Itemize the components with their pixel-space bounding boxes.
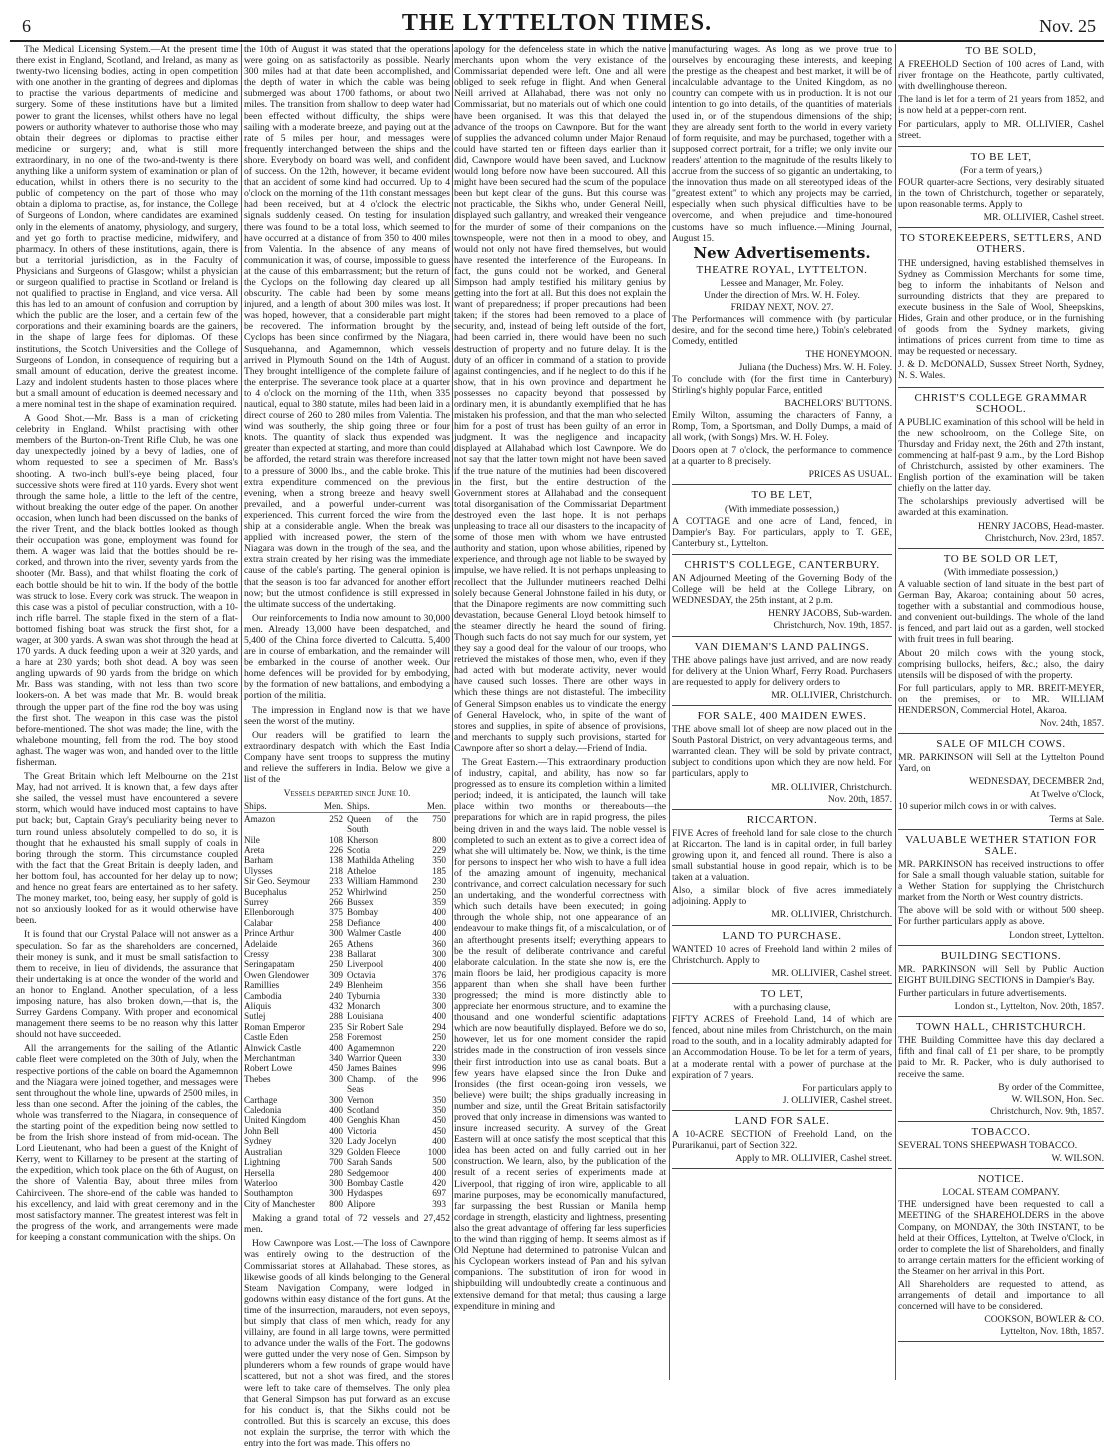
advertisement (898, 150, 1104, 229)
vessel-ship-name: Areta (244, 844, 265, 855)
advertisements-list (672, 263, 892, 1169)
vessel-men-count: 300 (329, 1094, 343, 1105)
advertisement-body: MR. OLLIVIER, Christchurch. (771, 909, 892, 921)
advertisement-body: A COTTAGE and one acre of Land, fenced, in Dampier's Bay. For particulars, apply to T. GEE, Canterbury st., Lyttelton. (672, 515, 892, 549)
vessel-men-count: 280 (329, 1167, 343, 1178)
article-great-eastern-continued: manufacturing wages. As long as we prove true to ourselves by encouraging these interests, and keeping the prestige as the cheapest and best market, it will be of incalculable advantage to the United Kingdom, as no country can compete with us in production. It is not our intention to go into details, of the quantities of materials used in, or of the stupendous dimensions of the ship; they are already sent forth to the world in every variety of form requisite, and may be purchased, together with a supposed correct portrait, for a trifle; we only invite our readers' attention to the magnitude of the results likely to accrue from the success of so gigantic an undertaking, to the innovation thus made on all stereotyped ideas of the "greatest extent" to which any projects may be carried, especially when such physical difficulties have to be overcome, and when prejudice and time-honoured customs have so much influence.—Mining Journal, August 15. (672, 44, 892, 244)
advertisement-title: TOBACCO. (971, 1125, 1031, 1138)
advertisement-body: Emily Wilton, assuming the characters of Fanny, a Romp, Tom, a Sportsman, and Dolly Dumps, a maid of all work, (with Songs) Mrs. W. H. Foley. (672, 409, 892, 444)
vessel-ship-name: Whirlwind (347, 886, 387, 897)
advertisement-body: Christchurch, Nov. 9th, 1857. (990, 1105, 1104, 1117)
advertisement-title: TO BE LET, (751, 489, 813, 502)
vessel-ship-name: Hersella (244, 1167, 275, 1178)
vessel-ship-name: Bussex (347, 896, 374, 907)
vessel-men-count: 697 (432, 1188, 446, 1199)
vessel-men-count: 400 (329, 1042, 343, 1053)
vessel-men-count: 450 (432, 1125, 446, 1136)
advertisement-title: TOWN HALL, CHRISTCHURCH. (915, 1021, 1087, 1034)
vessel-ship-name: Amazon (244, 813, 276, 824)
vessel-ship-name: Atheloe (347, 865, 377, 876)
advertisement-body: London st., Lyttelton, Nov. 20th, 1857. (954, 1001, 1104, 1013)
vessel-men-count: 252 (329, 886, 343, 897)
issue-date: Nov. 25 (1039, 16, 1096, 36)
vessel-men-count: 400 (329, 1115, 343, 1126)
vessel-men-count: 250 (329, 959, 343, 970)
article-east-india-despatch: Our readers will be gratified to learn the extraordinary despatch with which the East India Company have sent troops to suppress the mutiny and relieve the sufferers in India. Below we give a list of the (244, 729, 450, 786)
advertisement-body: THE HONEYMOON. (805, 349, 892, 361)
advertisement-body: COOKSON, BOWLER & CO. (984, 1314, 1104, 1326)
vessel-ship-name: Aliquis (244, 1001, 272, 1011)
vessel-men-count: 330 (432, 990, 446, 1001)
vessel-men-count: 250 (432, 1032, 446, 1043)
vessel-ship-name: James Baines (347, 1063, 397, 1074)
vessel-ship-name: Tyburnia (347, 990, 381, 1001)
vessel-ship-name: Cambodia (244, 990, 282, 1001)
vessel-ship-name: Lightning (244, 1157, 281, 1168)
advertisement-body: J. OLLIVIER, Cashel street. (782, 1094, 892, 1106)
vessel-ship-name: Bucephalus (244, 886, 287, 897)
advertisement (898, 833, 1104, 946)
advertisement-body: FOUR quarter-acre Sections, very desirably situated in the town of Christchurch, together or separately, upon reasonable terms. Apply to (898, 176, 1104, 211)
advertisement-body: For full particulars, apply to MR. BREIT-MEYER, on the premises, or to MR. WILLIAM HENDERSON, Commercial Hotel, Akaroa. (898, 682, 1104, 716)
vessel-ship-name: Sedgemoor (347, 1167, 389, 1178)
vessel-men-count: 996 (432, 1063, 446, 1074)
advertisement-body: THE undersigned have been requested to call a MEETING of the SHAREHOLDERS in the above Company, on MONDAY, the 30th INSTANT, to be held at their Offices, Lyttelton, at Twelve o'Clock, in order to complete the list of Shareholders, and finally to arrange certain matters for the efficient working of the Steamer on her arrival in this Port. (898, 1199, 1104, 1277)
vessel-men-count: 375 (329, 907, 343, 918)
article-medical-licensing: The Medical Licensing System.—At the present time there exist in England, Scotland, and Ireland, as many as twenty-two licensing bodies, acting in open competition with one another in the granting of degrees and diplomas to practise the various departments of medicine and surgery. Some of these institutions have but a limited power to grant the licenses, whilst others have no legal powers or authority whatever to authorise those who may obtain their degrees or diplomas to practise either medicine or surgery; and, what is still more extraordinary, in no one of the two-and-twenty is there anything like a uniform system of examination or plan of education, whilst in others there is no security to the public of competency on the part of those who may obtain a diploma to practise, as, for instance, the College of Surgeons of London, where candidates are examined only in the elements of anatomy, physiology, and surgery, and yet go forth to practise medicine, midwifery, and pharmacy. In others of these institutions, again, there is but a territorial jurisdiction, as in the Faculty of Physicians and Surgeons of Glasgow; whilst a physician or surgeon qualified to practise in Scotland or Ireland is not qualified to practise in England, and vice versa. All this has led to an amount of confusion and corruption by which the public are the loser, and a certain few of the corporations and their examining boards are the gainers, in the shape of large fees for diplomas. Of these institutions, the Scotch Universities and the College of Surgeons of London, in consequence of requiring but a small amount of education, derive the greatest income. Lazy and indolent students hasten to those places where but a small amount of education is deemed necessary and a mere nominal test in the shape of examination required. (16, 44, 238, 410)
vessel-ship-name: Genghis Khan (347, 1115, 400, 1126)
article-crystal-palace: It is found that our Crystal Palace will not answer as a speculation. So far as the shareholders are concerned, their money is sunk, and it must be small satisfaction to them to receive, in lieu of dividends, the assurance that their undertaking is at once the wonder of the world and an honor to England. Another speculation, of a less imposing nature, has also broken down,—that is, the Surrey Gardens Company. With proper and economical management there seems to be no reason why this latter should not have succeeded. (16, 929, 238, 1041)
vessel-ship-name: Carthage (244, 1094, 278, 1105)
advertisement (672, 929, 892, 984)
advertisement-body: Terms at Sale. (1049, 813, 1104, 825)
advertisement-body: MR. OLLIVIER, Cashel street. (771, 967, 892, 979)
advertisement-body: PRICES AS USUAL. (808, 469, 892, 481)
vessel-men-count: 400 (329, 1125, 343, 1136)
vessel-ship-name: Bombay (347, 907, 379, 918)
vessels-header-ships: Ships. (244, 801, 315, 812)
advertisement-body: By order of the Committee, (998, 1081, 1104, 1093)
vessel-men-count: 432 (329, 1001, 343, 1011)
advertisement (898, 1172, 1104, 1342)
vessel-men-count: 300 (329, 1177, 343, 1188)
vessel-men-count: 1000 (427, 1146, 446, 1157)
advertisement-body: Christchurch, Nov. 23rd, 1857. (984, 532, 1104, 544)
vessel-men-count: 309 (329, 969, 343, 980)
vessels-header-men: Men. (418, 801, 450, 812)
advertisement (898, 737, 1104, 830)
advertisement-body: Apply to MR. OLLIVIER, Cashel street. (735, 1153, 892, 1165)
advertisement-subline: (For a term of years,) (960, 164, 1042, 176)
advertisement-body: All Shareholders are requested to attend, as arrangements of detail and importance to all concerned will have to be considered. (898, 1279, 1104, 1313)
vessels-total: Making a grand total of 72 vessels and 27,452 men. (244, 1213, 450, 1236)
vessel-men-count: 238 (329, 948, 343, 959)
advertisement (672, 263, 892, 486)
advertisement-body: The above will be sold with or without 500 sheep. For further particulars apply as above. (898, 905, 1104, 928)
vessel-ship-name: Golden Fleece (347, 1146, 401, 1157)
advertisement-body: WEDNESDAY, DECEMBER 2nd, (969, 776, 1104, 788)
advertisement-subline: (With immediate possession,) (725, 503, 839, 515)
column-3 (454, 44, 666, 1380)
article-good-shot: A Good Shot.—Mr. Bass is a man of cricketing celebrity in England. Whilst practising with other members of the Burton-on-Trent Rifle Club, he was one day unexpectedly joined by a bevy of ladies, one of whom requested to see a specimen of Mr. Bass's shooting. A two-inch bull's-eye being placed, four successive shots were fired at 110 yards. Every shot went through the same hole, a little to the left of the centre, without breaking the outer edge of the paper. On another occasion, when lunch had been discussed on the banks of the river Trent, and the black bottles looked as though their occupation was gone, employment was found for them. A wager was laid that the bottles should be re-corked, and thrown into the river, seventy yards from the shooter (Mr. Bass), and that whilst floating the cork of each bottle should be hit to win. If the body of the bottle was struck to lose. Every cork was struck. The weapon in this case was a pistol of peculiar construction, with a 10-inch rifle barrel. The staple fixed in the stern of a flat-bottomed fishing boat was struck the first shot, for a wager, at 300 yards. A swan was shot through the head at 170 yards. A duck feeding upon a weir at 320 yards, and a hare at 230 yards; both shot dead. A boy was seen angling upwards of 90 yards from the bridge on which Mr. Bass was standing, with not less than two score lookers-on. A bet was made that Mr. B. would break through the upper part of the fine rod the boy was using the first shot. The weapon in this case was the pistol before-mentioned. The shot was made; the line, with the whalebone mounting, fell from the rod. The boy stood aghast. The wager was won, and handed over to the little fisherman. (16, 413, 238, 768)
column-2 (244, 44, 450, 1449)
vessel-men-count: 138 (329, 855, 343, 866)
vessel-men-count: 450 (432, 1115, 446, 1126)
vessel-ship-name: Queen of the South (347, 813, 418, 835)
article-cawnpore-continued: apology for the defenceless state in which the native merchants upon whom the very existance of the Commissariat depended were left. One and all were obliged to seek refuge in flight. And when General Neill arrived at Allahabad, there was not only no Commissariat, but no materials out of which one could have been organised. It was this that delayed the advance of the troops on Cawnpore. But for the want of supplies the advanced column under Major Renaud could have started ten or fifteen days earlier than it did, Cawnpore would have been saved, and Lucknow would long before now have been succoured. All this might have been secured had the scum of the populace been but kept clear of the guns. But this course was not practicable, the Sikhs who, under General Neill, displayed such gallantry, and wreaked their vengeance for the murder of some of their companions on the townspeople, were not then in a mood to obey, and would not only not have fired themselves, but would have resented the interference of the Europeans. In fact, the guns could not be worked, and General Simpson had amply testified his military genius by getting into the fort at all. But this does not explain the want of preparedness; if proper precautions had been taken; if the stores had been removed to a place of security, and, instead of being left outside of the fort, had been carried in, there would have been no such destruction of property and no future delay. It is the duty of an officer in command of a station to provide against contingencies, and if he neglect to do this if he show, that in his own province and department he possesses no capacity beyond that possessed by ordinary men, it is abundantly exemplified that he has mistaken his profession, and that the man who selected him for a post of trust has been guilty of an error in judgment. It was the negligence and incapacity displayed at Allahabad which lost Cawnpore. We do not say that the latter town might not have been saved if the true nature of the mutinies had been discovered in the first, but the entire destruction of the Government stores at Allahabad and the consequent total disorganisation of the Commissariat Department destroyed even the last hope. It is not perhaps unpleasing to trace all our disasters to the incapacity of some of those men with whom we have entrusted authority and station, upon whose abilities, ripened by experience, and through age not liable to be swayed by impulse, we have relied. It is not perhaps unpleasing to recollect that the Jullunder mutineers reached Delhi solely because General Johnstone failed in his duty, or that the Dinapore regiments are now committing such devastation, because General Lloyd betook himself to the steamer directly he heard the sound of firing. Though such facts do not say much for our system, yet they say a good deal for the valour of our troops, who retrieved the mistakes of those men, who, even if they had acted with but moderate activity, never would have caused such losses. There are other ways in which these things are not distasteful. The imbecility of General Simpson enables us to vindicate the energy of General Havelock, who, in spite of the want of stores and supplies, in spite of absence of provisions, and merchants to supply such provisions, started for Cawnpore after so short a delay.—Friend of India. (454, 44, 666, 754)
vessel-men-count: 250 (432, 886, 446, 897)
vessel-ship-name: Thebes (244, 1073, 271, 1084)
vessel-ship-name: Foremost (347, 1032, 382, 1043)
advertisement-title: RICCARTON. (746, 813, 818, 826)
vessels-header-men: Men. (315, 801, 347, 812)
vessel-ship-name: Castle Eden (244, 1032, 289, 1043)
advertisement-body: W. WILSON. (1051, 1153, 1104, 1165)
vessel-men-count: 400 (432, 917, 446, 928)
advertisement-body: The Performances will commence with (by particular desire, and for the second time here,) Tobin's celebrated Comedy, entitled (672, 314, 892, 348)
vessel-ship-name: Alnwick Castle (244, 1042, 301, 1053)
advertisement (672, 488, 892, 554)
page-number: 6 (22, 16, 31, 36)
advertisement-title: THEATRE ROYAL, LYTTELTON. (696, 263, 868, 276)
advertisement-body: London street, Lyttelton. (1009, 929, 1104, 941)
advertisement-title: SALE OF MILCH COWS. (936, 738, 1066, 751)
article-cable-continued: the 10th of August it was stated that the operations were going on as satisfactorily as possible. Nearly 300 miles had at that date been accomplished, and the depth of water in which the cable was being submerged was about 1700 fathoms, or about two miles. The transition from shallow to deep water had been effected without difficulty, the ships were sailing with a moderate breeze, and paying out at the rate of 5 miles per hour, and messages were frequently interchanged between the ships and the shore. Everybody on board was well, and confident of success. On the 12th, however, it became evident that an accident of some kind had occurred. Up to 4 o'clock on the morning of the 11th constant messages had been received, but at 4 o'clock the electric signals suddenly ceased. On testing for insulation there was found to be a total loss, which seemed to have occurred at a distance of from 350 to 400 miles from Valentia. In the absence of any means of communication it was, of course, impossible to guess at the cause of this embarrassment; but the return of the Cyclops on the following day cleared up all obscurity. The cable had been by some means injured, and a length of about 300 miles was lost. It was hoped, however, that a considerable part might be recovered. The information brought by the Cyclops has been since confirmed by the Niagara, Susquehanna, and Agamemnon, which vessels arrived in Plymouth Sound on the 14th of August. They brought intelligence of the complete failure of the enterprise. The severance took place at a quarter to 4 o'clock on the morning of the 11th, when 335 nautical, equal to 380 statute, miles had been laid in a direct course of 260 to 280 miles from Valentia. The wind was southerly, the ship going three or four knots. The quantity of slack thus expended was greater than expected at starting, and more than could be afforded, the retard strain was therefore increased to a pressure of 3000 lbs., and the cable broke. This extra expenditure commenced on the previous evening, when a strong breeze and heavy swell prevailed, and a powerful under-current was experienced. This current forced the wire from the ship at a considerable angle. When the break was applied with increased power, the stern of the Niagara was down in the trough of the sea, and the extra strain created by her rising was the immediate cause of the cable's parting. The general opinion is that the season is too far advanced for another effort now; but the utmost confidence is still expressed in the ultimate success of the undertaking. (244, 44, 450, 610)
vessel-men-count: 258 (329, 1032, 343, 1043)
advertisement-body: HENRY JACOBS, Sub-warden. (768, 608, 892, 620)
article-reinforcements: Our reinforcements to India now amount to 30,000 men. Already 13,000 have been despatched, and 5,400 of the China force diverted to Calcutta. 5,400 are in course of embarkation, and the remainder will be embarked in the course of another week. Our home defences will be provided for by embodying, by the formation of new battalions, and embodying a portion of the militia. (244, 612, 450, 702)
vessel-ship-name: Defiance (347, 917, 381, 928)
advertisement-title: BUILDING SECTIONS. (940, 949, 1062, 962)
advertisement-title: TO BE LET, (970, 150, 1032, 163)
advertisement (898, 231, 1104, 387)
vessel-men-count: 240 (329, 990, 343, 1001)
vessel-ship-name: Sydney (244, 1136, 272, 1147)
vessel-men-count: 400 (432, 959, 446, 970)
vessel-ship-name: John Bell (244, 1125, 279, 1136)
vessels-heading: Vessels departed since June 10. (283, 788, 411, 800)
vessel-ship-name: Louisiana (347, 1011, 384, 1022)
vessel-ship-name: Calabar (244, 917, 273, 928)
advertisement-body: FIFTY ACRES of Freehold Land, 14 of which are fenced, about nine miles from Christchurch, on the main road to the south, and in a locality admirably adapted for an Accommodation House. To be let for a term of years, at a moderate rental with a power of purchase at the expiration of 7 years. (672, 1014, 892, 1081)
advertisement (898, 1125, 1104, 1169)
vessel-ship-name: Athens (347, 938, 374, 949)
vessel-men-count: 350 (432, 855, 446, 866)
vessel-ship-name: Vernon (347, 1094, 374, 1105)
advertisement-subline: Under the direction of Mrs. W. H. Foley. (704, 289, 860, 301)
vessels-header-ships: Ships. (347, 801, 418, 812)
advertisement (898, 391, 1104, 549)
vessel-ship-name: Warrior Queen (347, 1053, 402, 1064)
advertisement (672, 558, 892, 637)
advertisement-body: HENRY JACOBS, Head-master. (978, 520, 1104, 532)
advertisement-body: About 20 milch cows with the young stock, comprising bullocks, heifers, &c.; also, the dairy utensils will be disposed of with the property. (898, 647, 1104, 681)
advertisement (672, 640, 892, 706)
vessel-ship-name: Waterloo (244, 1177, 278, 1188)
advertisement-body: Nov. 24th, 1857. (1039, 718, 1104, 730)
vessel-men-count: 340 (329, 1053, 343, 1064)
advertisement-body: MR. PARKINSON will Sell at the Lyttelton Pound Yard, on (898, 752, 1104, 775)
advertisement-body: AN Adjourned Meeting of the Governing Body of the College will be held at the College Library, on WEDNESDAY, the 25th instant, at 2 p.m. (672, 573, 892, 607)
vessel-men-count: 288 (329, 1011, 343, 1022)
article-great-britain: The Great Britain which left Melbourne on the 21st May, had not arrived. It is known that, a few days after she sailed, the vessel must have encountered a severe storm, which would have induced most captains to have put back; but, Captain Gray's peculiarity being never to turn round unless absolutely compelled to do so, it is thought that he exhausted his small supply of coals in boring through the storm. This circumstance coupled with the fact that the Great Britain is deeply laden, and her bottom foul, has accounted for her delay up to now; and hence no great fears are entertained as to her safety. The money market, too, being easy, her supply of gold is not so anxiously looked for as it would otherwise have been. (16, 771, 238, 927)
advertisement (672, 987, 892, 1111)
vessel-men-count: 400 (432, 1011, 446, 1022)
advertisement-body: Further particulars in future advertisements. (898, 987, 1067, 999)
vessel-ship-name: Bombay Castle (347, 1177, 404, 1188)
advertisement-body: THE undersigned, having established themselves in Sydney as Commission Merchants for some time, beg to inform the inhabitants of Nelson and surrounding districts that they are prepared to execute business in the Sale of Wool, Sheepskins, Hides, Grain and other produce, or in the furnishing of goods from the Sydney markets, giving intimations of prices current from time to time as may be requested or necessary. (898, 257, 1104, 358)
advertisement-body: THE above small lot of sheep are now placed out in the South Pastoral District, on very advantageous terms, and warranted clean. They will be sold by private contract, subject to conditions upon which they are now held. For particulars, apply to (672, 724, 892, 780)
vessel-men-count: 300 (432, 1001, 446, 1011)
vessel-ship-name: William Hammond (347, 876, 418, 887)
vessel-ship-name: Lady Jocelyn (347, 1136, 397, 1147)
advertisement (898, 44, 1104, 147)
vessel-ship-name: Cressy (244, 948, 270, 959)
vessel-men-count: 294 (432, 1021, 446, 1032)
vessel-men-count: 249 (329, 980, 343, 991)
vessel-men-count: 360 (432, 938, 446, 949)
vessel-ship-name: Sarah Sands (347, 1157, 393, 1168)
advertisement (898, 949, 1104, 1017)
advertisement-subline: Lessee and Manager, Mr. Foley. (720, 277, 844, 289)
vessel-ship-name: Monarch (347, 1001, 381, 1011)
vessel-men-count: 266 (329, 896, 343, 907)
advertisement-body: MR. PARKINSON has received instructions to offer for Sale a small though valuable station, suitable for a Wether Station for supplying the Christchurch market from the North or West country districts. (898, 859, 1104, 904)
vessel-men-count: 800 (432, 834, 446, 845)
vessel-men-count: 258 (329, 917, 343, 928)
vessel-men-count: 233 (329, 876, 343, 887)
vessel-ship-name: Ulysses (244, 865, 273, 876)
vessel-ship-name: Walmer Castle (347, 928, 402, 939)
vessel-ship-name: City of Manchester (244, 1198, 315, 1209)
advertisement (672, 813, 892, 926)
vessel-men-count: 400 (432, 1136, 446, 1147)
vessel-ship-name: Southampton (244, 1188, 294, 1199)
advertisement-body: Also, a similar block of five acres immediately adjoining. Apply to (672, 885, 892, 908)
advertisement-body: Nov. 20th, 1857. (827, 793, 892, 805)
article-great-eastern: The Great Eastern.—This extraordinary production of industry, capital, and ability, has now so far progressed as to ensure its completion within a limited period; indeed, it is anticipated, the launch will take place within two months or thereabouts—the preparations for which are in rapid progress, the piles being driven in and the ways laid. The noble vessel is completed to such an extent as to give a correct idea of what she will ultimately be. Now, we think, is the time for persons to inspect her who wish to have a full idea of the amazing amount of ingenuity, mechanical contrivance, and correct calculation necessary for such an undertaking, and the wonderful correctness with which such details have been executed; in going through the whole ship, not one appearance of an endeavour to make things fit, of a miscalculation, or of an afterthought presents itself; everything appears to be the result of deliberate contrivance and careful elaborate calculation. In the state she now is, ere the main floors be laid, her prodigious capacity is more apparent than when she shall have been further progressed; the mind is more distinctly able to appreciate her enormous structure, and to examine the thousand and one wonderful scientific adaptations which are now beautifully displayed. Before we do so, however, let us for one moment consider the rapid strides made in the construction of iron vessels since their first introduction into use as canal boats. But a few years have elapsed since the Iron Duke and Ironsides (the first ocean-going iron vessels, we believe) were built; the ships gradually increasing in number and size, until the Great Britain satisfactorily proved that only increase in dimensions was wanted to insure increased security. A survey of the Great Eastern will at once satisfy the most sceptical that this idea has been acted on and fully carried out in her construction. We learn, also, by the publication of the result of a recent series of experiments made at Liverpool, that rigging of iron wire, applicable to all marine purposes, may be economically manufactured, far surpassing the best Russian or Manila hemp cordage in strength, elasticity and lightness, presenting also the great advantage of offering far less superficies to the wind than rigging of hemp. It seems almost as if Old Neptune had determined to patronise Vulcan and his Cyclopean workers instead of Pan and his sylvan companions. The substitution of iron for wood in shipbuilding will undoubtedly create a continuous and extensive demand for that metal; thus causing a large expenditure in mining and (454, 757, 666, 1312)
advertisement-body: Christchurch, Nov. 19th, 1857. (773, 620, 892, 632)
vessel-men-count: 356 (432, 980, 446, 991)
vessel-men-count: 500 (432, 1157, 446, 1168)
vessels-table (244, 801, 450, 1209)
vessel-men-count: 350 (432, 1105, 446, 1116)
vessel-ship-name: Ballarat (347, 948, 377, 959)
vessel-ship-name: Victoria (347, 1125, 377, 1136)
advertisement (672, 1114, 892, 1169)
vessel-men-count: 265 (329, 938, 343, 949)
article-mutiny-impression: The impression in England now is that we have seen the worst of the mutiny. (244, 704, 450, 727)
vessel-ship-name: Prince Arthur (244, 928, 294, 939)
vessel-men-count: 400 (432, 907, 446, 918)
vessel-men-count: 226 (329, 844, 343, 855)
vessel-men-count: 218 (329, 865, 343, 876)
advertisement-body: Doors open at 7 o'clock, the performance to commence at a quarter to 8 precisely. (672, 445, 892, 468)
column-4 (672, 44, 892, 1380)
vessel-men-count: 800 (329, 1198, 343, 1209)
vessel-ship-name: Octavia (347, 969, 376, 980)
column-5 (898, 44, 1104, 1380)
advertisement-body: A valuable section of land situate in the best part of German Bay, Akaroa; containing about 50 acres, together with a substantial and commodious house, and convenient out-buildings. The whole of the land is fenced, and part laid out as a garden, well stocked with fruit trees in full bearing. (898, 578, 1104, 646)
vessel-men-count: 400 (329, 1105, 343, 1116)
advertisement-body: WANTED 10 acres of Freehold land within 2 miles of Christchurch. Apply to (672, 943, 892, 966)
vessel-men-count: 185 (432, 865, 446, 876)
vessel-ship-name: Surrey (244, 896, 269, 907)
vessel-ship-name: Ramillies (244, 980, 280, 991)
advertisement-body: 10 superior milch cows in or with calves. (898, 800, 1057, 812)
vessel-men-count: 330 (432, 1053, 446, 1064)
advertisement-title: TO BE SOLD OR LET, (943, 552, 1059, 565)
advertisement-title: LAND TO PURCHASE. (722, 929, 842, 942)
advertisement-title: VAN DIEMAN'S LAND PALINGS. (694, 640, 870, 653)
column-rule (241, 44, 242, 1380)
advertisement-title: CHRIST'S COLLEGE GRAMMAR SCHOOL. (914, 391, 1088, 415)
new-advertisements-heading: New Advertisements. (693, 243, 871, 262)
advertisement-body: J. & D. McDONALD, Sussex Street North, Sydney, N. S. Wales. (898, 359, 1104, 382)
advertisement-body: BACHELORS' BUTTONS. (784, 397, 892, 409)
vessel-men-count: 320 (329, 1136, 343, 1147)
vessel-ship-name: Robert Lowe (244, 1063, 293, 1074)
vessel-men-count: 359 (432, 896, 446, 907)
vessel-ship-name: Seringapatam (244, 959, 295, 970)
advertisement-body: Lyttelton, Nov. 18th, 1857. (1000, 1326, 1104, 1338)
vessel-ship-name: Scotia (347, 844, 370, 855)
vessel-ship-name: Alipore (347, 1198, 376, 1209)
vessel-men-count: 229 (432, 844, 446, 855)
advertisement-title: LAND FOR SALE. (734, 1114, 830, 1127)
vessel-ship-name: Mathilda Atheling (347, 855, 415, 866)
vessel-ship-name: Roman Emperor (244, 1021, 305, 1032)
advertisement-body: The land is let for a term of 21 years from 1852, and is now held at a pepper-corn rent. (898, 94, 1104, 117)
advertisement-body: THE above palings have just arrived, and are now ready for delivery at the Union Wharf, Ferry Road. Purchasers are requested to apply for delivery orders to (672, 654, 892, 688)
advertisement-body: MR. OLLIVIER, Christchurch. (771, 689, 892, 701)
vessel-ship-name: Scotland (347, 1105, 380, 1116)
advertisement-title: NOTICE. (977, 1173, 1025, 1186)
advertisement-body: A FREEHOLD Section of 100 acres of Land, with river frontage on the Heathcote, partly cultivated, with dwellinghouse thereon. (898, 59, 1104, 93)
vessel-men-count: 220 (432, 1042, 446, 1053)
advertisement-body: MR. OLLIVIER, Cashel street. (983, 212, 1104, 224)
vessel-ship-name: Merchantman (244, 1053, 296, 1064)
advertisement-body: SEVERAL TONS SHEEPWASH TOBACCO. (898, 1139, 1078, 1151)
vessel-men-count: 393 (432, 1198, 446, 1209)
advertisement (672, 709, 892, 810)
article-atlantic-cable: All the arrangements for the sailing of the Atlantic cable fleet were completed on the 30th of July, when the respective portions of the cable on board the Agamemnon and the Niagara were joined together, and messages were sent throughout the whole line, upwards of 2500 miles, in less than one second. After the joining of the cables, the whole was transferred to the Niagara, in consequence of the starting point of the expedition being now settled to be from the Irish shore instead of from mid-ocean. The Lord Lieutenant, who had been a guest of the Knight of Kerry, went to Killarney to be present at the starting of the expedition, which took place on the 6th of August, on the shore of Valentia Bay, about three miles from Cahirciveen. The shore-end of the cable was handed to his excellency, and laid with great ceremony and in the most satisfactory manner. The greatest interest was felt in the progress of the work, and arrangements were made for keeping a constant communication with the ships. On (16, 1043, 238, 1243)
vessel-ship-name: Hydaspes (347, 1188, 383, 1199)
vessel-men-count: 400 (432, 928, 446, 939)
vessel-men-count: 230 (432, 876, 446, 887)
advertisement-title: FOR SALE, 400 MAIDEN EWES. (697, 709, 867, 722)
vessel-ship-name: Adelaide (244, 938, 278, 949)
vessel-ship-name: Agamemnon (347, 1042, 395, 1053)
vessel-men-count: 700 (329, 1157, 343, 1168)
advertisement-title: TO BE SOLD, (965, 45, 1037, 57)
advertisement-title: CHRIST'S COLLEGE, CANTERBURY. (684, 558, 880, 571)
vessel-men-count: 108 (329, 834, 343, 845)
vessel-ship-name: Blenheim (347, 980, 383, 991)
vessel-men-count: 300 (432, 948, 446, 959)
vessel-men-count: 300 (329, 928, 343, 939)
vessel-men-count: 300 (329, 1073, 343, 1084)
advertisement-title: VALUABLE WETHER STATION FOR SALE. (905, 833, 1097, 857)
vessel-men-count: 400 (432, 1167, 446, 1178)
vessel-ship-name: Australian (244, 1146, 283, 1157)
vessel-ship-name: Champ. of the Seas (347, 1073, 418, 1095)
advertisement-body: The scholarships previously advertised will be awarded at this examination. (898, 496, 1104, 519)
vessel-ship-name: Barham (244, 855, 274, 866)
vessel-men-count: 996 (432, 1073, 446, 1084)
advertisement (898, 1020, 1104, 1122)
vessel-ship-name: Ellenborough (244, 907, 295, 918)
advertisement-body: A PUBLIC examination of this school will be held in the new schoolroom, on the College Site, on Thursday and Friday next, the 26th and 27th instant, commencing at half-past 9 a.m., by the Lord Bishop of Christchurch, assisted by other examiners. The English portion of the examination will be taken chiefly on the latter day. (898, 416, 1104, 495)
advertisement-subline: LOCAL STEAM COMPANY. (942, 1187, 1060, 1199)
vessel-ship-name: United Kingdom (244, 1115, 307, 1126)
vessel-men-count: 420 (432, 1177, 446, 1188)
vessel-men-count: 252 (329, 813, 343, 824)
column-rule (669, 44, 670, 1380)
advertisement-body: FIVE Acres of freehold land for sale close to the church at Riccarton. The land is in capital order, in full barley growing upon it, and fenced all round. There is also a small substantial house in good repair, which is to be taken at a valuation. (672, 827, 892, 884)
advertisement-body: Juliana (the Duchess) Mrs. W. H. Foley. (738, 361, 892, 373)
advertisement-subline: with a purchasing clause, (733, 1002, 831, 1014)
vessel-ship-name: Caledonia (244, 1105, 282, 1116)
advertisement (898, 552, 1104, 734)
column-1 (16, 44, 238, 1380)
advertisement-body: To conclude with (for the first time in Canterbury) Stirling's highly popular Farce, entitled (672, 373, 892, 396)
advertisement-subline: (With immediate possession,) (944, 566, 1058, 578)
advertisement-body: At Twelve o'Clock, (1029, 788, 1104, 800)
vessel-men-count: 750 (432, 813, 446, 824)
vessel-ship-name: Sir Robert Sale (347, 1021, 404, 1032)
vessel-men-count: 329 (329, 1146, 343, 1157)
advertisement-title: TO STOREKEEPERS, SETTLERS, AND OTHERS. (900, 232, 1102, 256)
vessel-ship-name: Nile (244, 834, 260, 845)
advertisement-body: For particulars, apply to MR. OLLIVIER, Cashel street. (898, 118, 1104, 141)
vessel-men-count: 450 (329, 1063, 343, 1074)
vessel-ship-name: Owen Glendower (244, 969, 310, 980)
vessel-men-count: 376 (432, 969, 446, 980)
advertisement-body: MR. PARKINSON will Sell by Public Auction EIGHT BUILDING SECTIONS in Dampier's Bay. (898, 963, 1104, 986)
advertisement-body: THE Building Committee have this day declared a fifth and final call of £1 per share, to be promptly paid to Mr. R. Packer, who is duly authorised to receive the same. (898, 1035, 1104, 1080)
advertisement-title: TO LET, (760, 987, 804, 1000)
vessel-ship-name: Kherson (347, 834, 379, 845)
vessel-ship-name: Liverpool (347, 959, 384, 970)
advertisement-body: MR. OLLIVIER, Christchurch. (771, 781, 892, 793)
vessel-men-count: 300 (329, 1188, 343, 1199)
column-rule (452, 44, 453, 1380)
column-rule (895, 44, 896, 1380)
advertisements-list (898, 44, 1104, 1342)
vessel-men-count: 235 (329, 1021, 343, 1032)
advertisement-body: For particulars apply to (802, 1082, 892, 1094)
vessel-ship-name: Sir Geo. Seymour (244, 876, 311, 887)
newspaper-title: THE LYTTELTON TIMES. (401, 10, 713, 36)
masthead (10, 6, 1104, 42)
advertisement-body: W. WILSON, Hon. Sec. (1011, 1093, 1104, 1105)
advertisement-subline: FRIDAY NEXT, NOV. 27. (730, 302, 834, 314)
vessel-men-count: 350 (432, 1094, 446, 1105)
advertisement-body: A 10-ACRE SECTION of Freehold Land, on the Purarikanui, part of Section 322. (672, 1128, 892, 1152)
vessel-ship-name: Sutlej (244, 1011, 266, 1022)
article-cawnpore: How Cawnpore was Lost.—The loss of Cawnpore was entirely owing to the destruction of the Commissariat stores at Allahabad. These stores, as likewise goods of all kinds belonging to the General Steam Navigation Company, were lodged in godowns within easy distance of the fort guns. At the time of the insurrection, marauders, not even sepoys, but simply that class of men which, ready for any villainy, are found in all large towns, were permitted to advance under the walls of the Fort. The godowns were gutted under the very nose of Gen. Simpson by plunderers whom a few rounds of grape would have scattered, but not a shot was fired, and the stores were left to take care of themselves. The only plea that General Simpson has put forward as an excuse for his conduct is, that the Sikhs could not be controlled. But this is scarcely an excuse, this does not explain the surprise, the terror with which the entry into the fort was made. This offers no (244, 1238, 450, 1449)
